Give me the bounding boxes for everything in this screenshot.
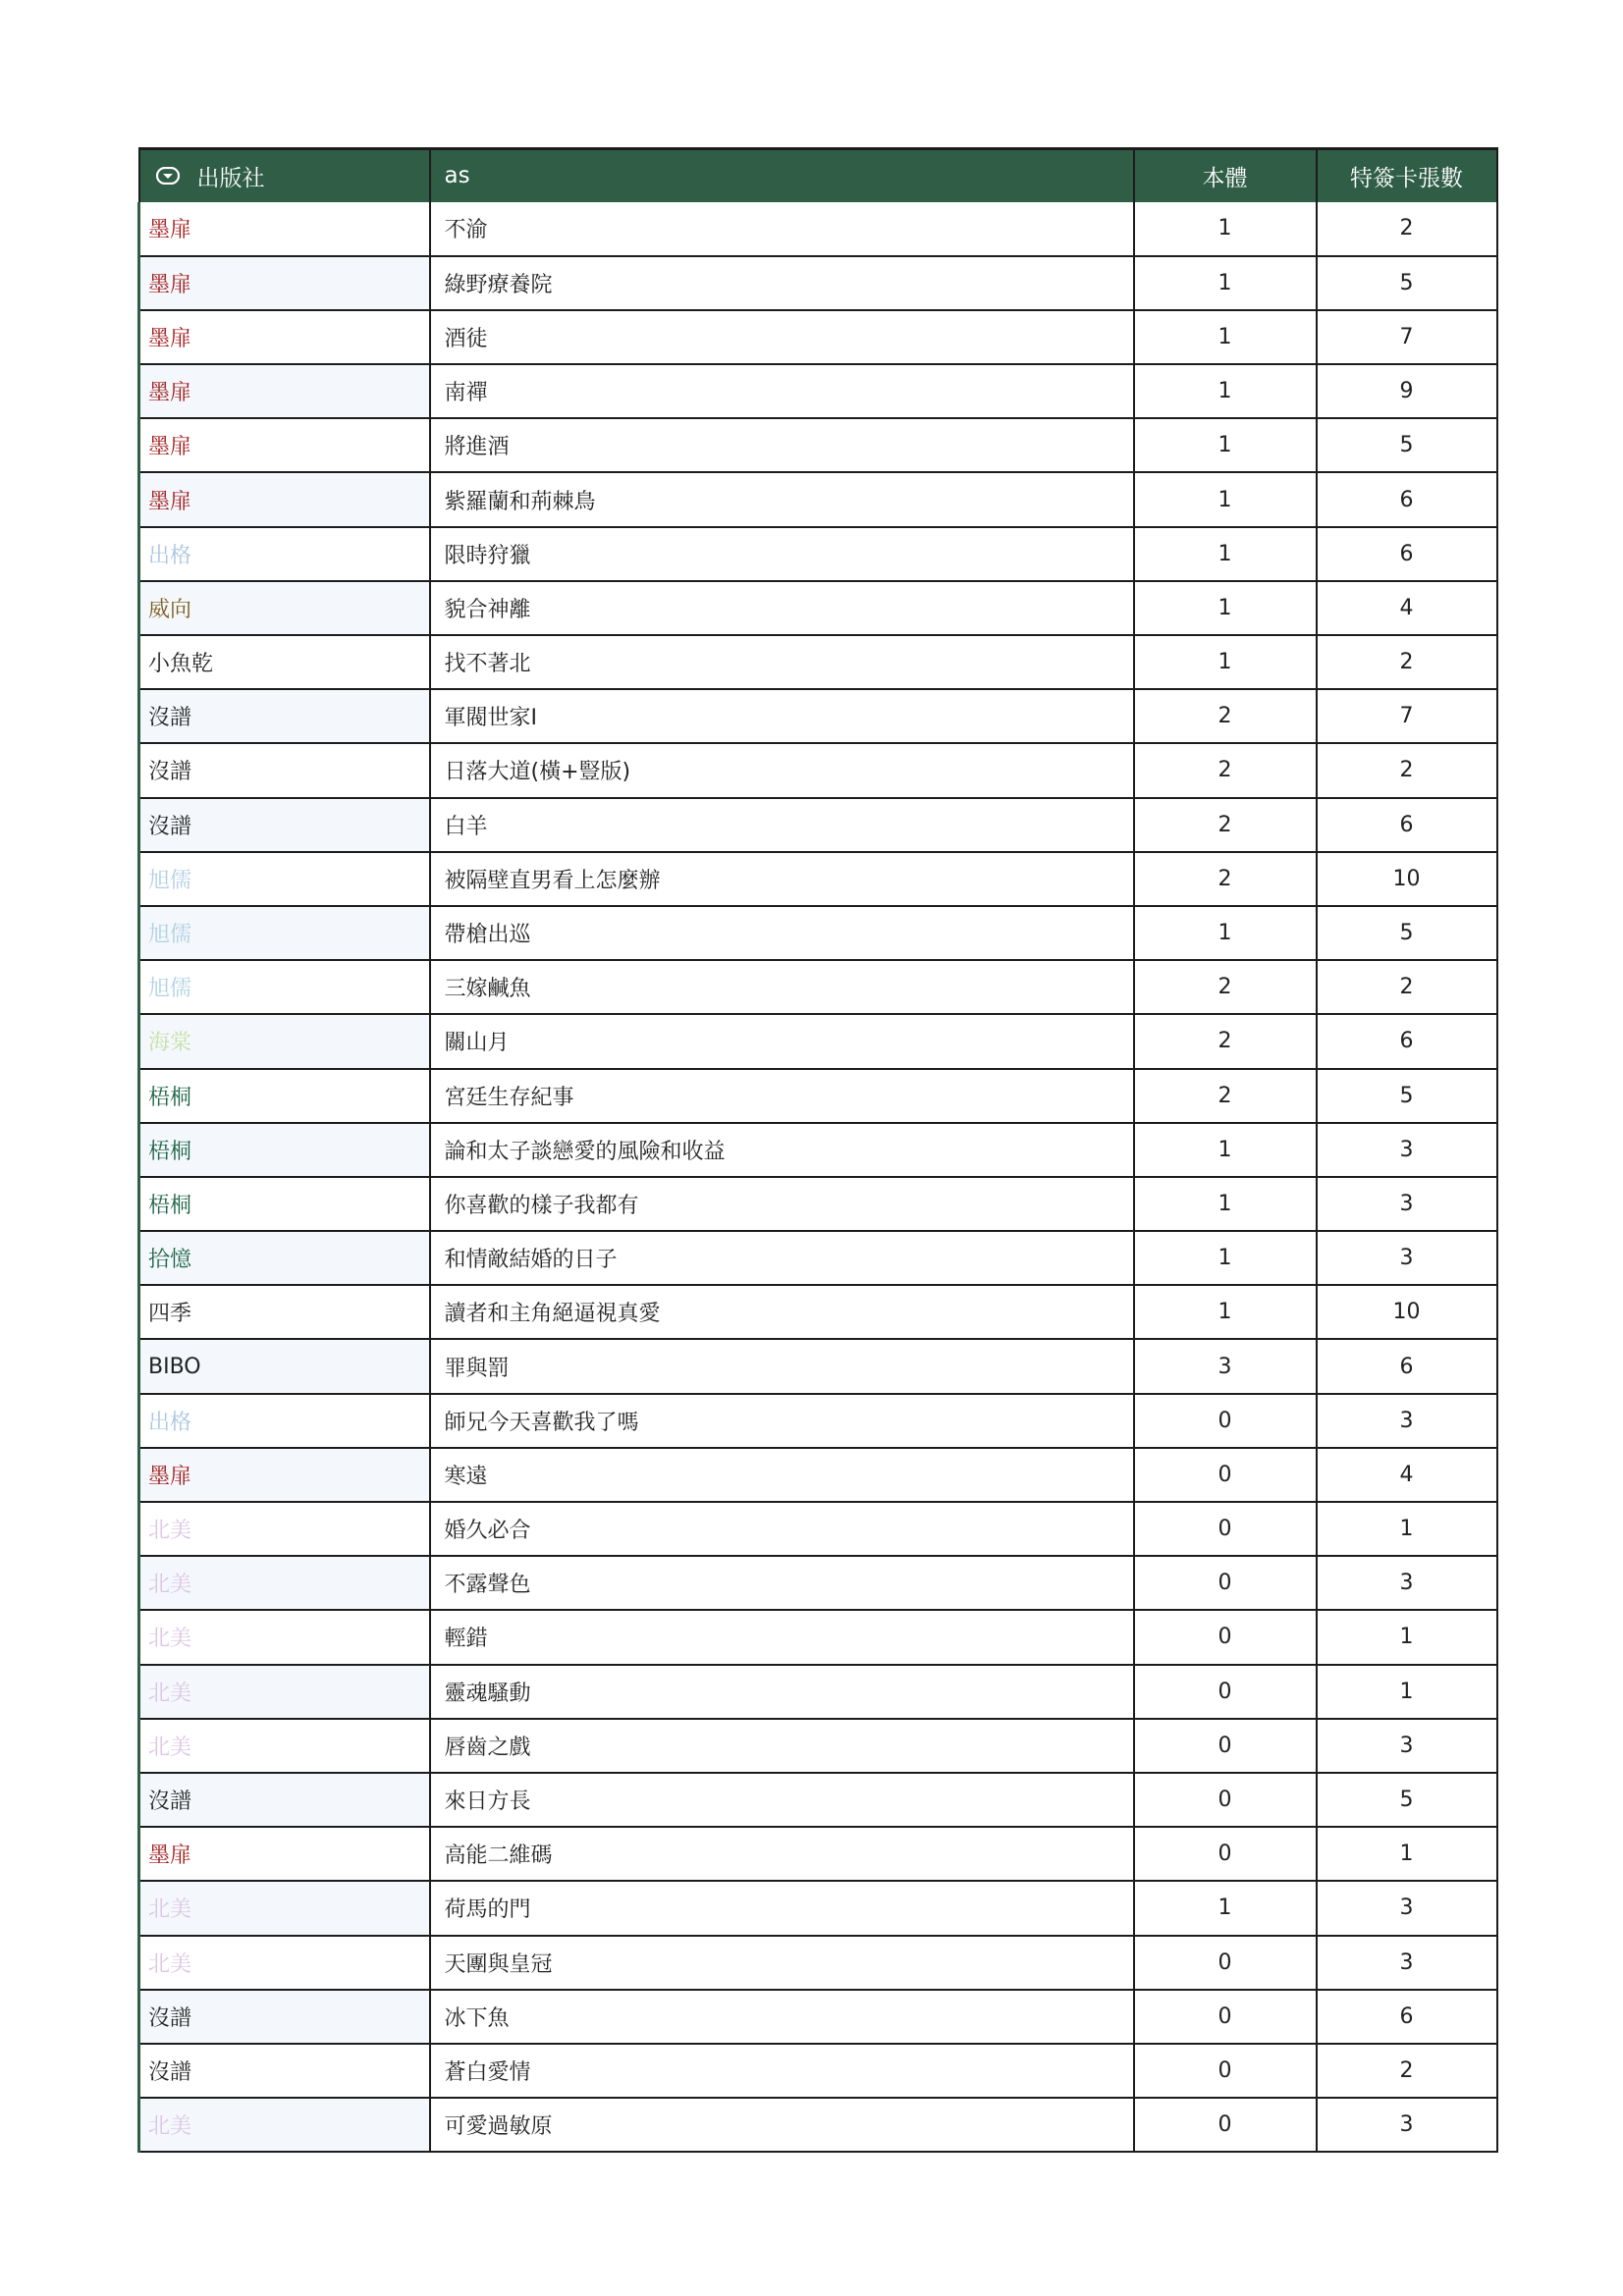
body-count-cell[interactable]: 0 — [1134, 2098, 1317, 2152]
publisher-cell[interactable]: BIBO — [139, 1339, 430, 1393]
publisher-cell[interactable]: 海棠 — [139, 1014, 430, 1068]
table-row — [139, 906, 1497, 960]
card-count-cell[interactable]: 6 — [1317, 1339, 1497, 1393]
body-count-cell[interactable]: 2 — [1134, 960, 1317, 1014]
table-body — [139, 202, 1497, 2153]
table-row — [139, 743, 1497, 797]
table-row — [139, 635, 1497, 689]
table-row — [139, 1339, 1497, 1393]
publisher-cell[interactable]: 北美 — [139, 2098, 430, 2152]
table-row — [139, 1773, 1497, 1827]
table-row — [139, 202, 1497, 256]
body-count-cell[interactable]: 1 — [1134, 202, 1317, 256]
card-count-cell[interactable]: 2 — [1317, 960, 1497, 1014]
card-count-cell[interactable]: 7 — [1317, 310, 1497, 364]
title-cell[interactable]: 天團與皇冠 — [430, 1936, 1134, 1990]
table-row — [139, 1394, 1497, 1448]
card-count-cell[interactable]: 5 — [1317, 256, 1497, 310]
title-cell[interactable]: 貌合神離 — [430, 581, 1134, 635]
card-count-cell[interactable]: 6 — [1317, 798, 1497, 852]
body-count-cell[interactable]: 1 — [1134, 581, 1317, 635]
body-count-cell[interactable]: 1 — [1134, 906, 1317, 960]
card-count-cell[interactable]: 9 — [1317, 364, 1497, 418]
card-count-cell[interactable]: 6 — [1317, 1990, 1497, 2044]
title-cell[interactable]: 冰下魚 — [430, 1990, 1134, 2044]
body-count-cell[interactable]: 0 — [1134, 1502, 1317, 1556]
body-count-cell[interactable]: 0 — [1134, 1990, 1317, 2044]
body-count-cell[interactable]: 2 — [1134, 798, 1317, 852]
table-row — [139, 689, 1497, 743]
card-count-cell[interactable]: 4 — [1317, 1448, 1497, 1502]
table-row — [139, 1069, 1497, 1123]
table-row — [139, 1936, 1497, 1990]
title-cell[interactable]: 靈魂騷動 — [430, 1665, 1134, 1719]
title-cell[interactable]: 酒徒 — [430, 310, 1134, 364]
title-cell[interactable]: 帶槍出巡 — [430, 906, 1134, 960]
card-count-cell[interactable]: 2 — [1317, 2044, 1497, 2098]
body-count-cell[interactable]: 0 — [1134, 1556, 1317, 1610]
header-card-count[interactable]: 特簽卡張數 — [1317, 149, 1497, 202]
table-row — [139, 960, 1497, 1014]
publisher-cell[interactable]: 墨扉 — [139, 1827, 430, 1881]
body-count-cell[interactable]: 1 — [1134, 1285, 1317, 1339]
publisher-cell[interactable]: 墨扉 — [139, 418, 430, 472]
table-row — [139, 1610, 1497, 1664]
body-count-cell[interactable]: 2 — [1134, 743, 1317, 797]
table-row — [139, 2098, 1497, 2152]
title-cell[interactable]: 關山月 — [430, 1014, 1134, 1068]
title-cell[interactable]: 荷馬的門 — [430, 1881, 1134, 1935]
card-count-cell[interactable]: 5 — [1317, 906, 1497, 960]
table-row — [139, 2044, 1497, 2098]
card-count-cell[interactable]: 1 — [1317, 1827, 1497, 1881]
publisher-cell[interactable]: 北美 — [139, 1936, 430, 1990]
publisher-cell[interactable]: 旭儒 — [139, 852, 430, 906]
body-count-cell[interactable]: 0 — [1134, 1719, 1317, 1773]
card-count-cell[interactable]: 4 — [1317, 581, 1497, 635]
body-count-cell[interactable]: 1 — [1134, 364, 1317, 418]
table-row — [139, 1177, 1497, 1231]
body-count-cell[interactable]: 0 — [1134, 2044, 1317, 2098]
publisher-cell[interactable]: 沒譜 — [139, 1773, 430, 1827]
publisher-cell[interactable]: 墨扉 — [139, 364, 430, 418]
publisher-cell[interactable]: 北美 — [139, 1556, 430, 1610]
card-count-cell[interactable]: 6 — [1317, 527, 1497, 581]
card-count-cell[interactable]: 5 — [1317, 1069, 1497, 1123]
body-count-cell[interactable]: 0 — [1134, 1610, 1317, 1664]
title-cell[interactable]: 你喜歡的樣子我都有 — [430, 1177, 1134, 1231]
header-publisher-label: 出版社 — [196, 165, 265, 191]
table-row — [139, 852, 1497, 906]
body-count-cell[interactable]: 1 — [1134, 527, 1317, 581]
publisher-cell[interactable]: 四季 — [139, 1285, 430, 1339]
title-cell[interactable]: 軍閥世家I — [430, 689, 1134, 743]
body-count-cell[interactable]: 3 — [1134, 1339, 1317, 1393]
body-count-cell[interactable]: 0 — [1134, 1665, 1317, 1719]
publisher-cell[interactable]: 出格 — [139, 1394, 430, 1448]
title-cell[interactable]: 紫羅蘭和荊棘鳥 — [430, 472, 1134, 526]
title-cell[interactable]: 白羊 — [430, 798, 1134, 852]
table-row — [139, 1285, 1497, 1339]
publisher-cell[interactable]: 梧桐 — [139, 1123, 430, 1177]
title-cell[interactable]: 限時狩獵 — [430, 527, 1134, 581]
card-count-cell[interactable]: 1 — [1317, 1665, 1497, 1719]
table-row — [139, 1448, 1497, 1502]
card-count-cell[interactable]: 2 — [1317, 743, 1497, 797]
card-count-cell[interactable]: 3 — [1317, 1719, 1497, 1773]
card-count-cell[interactable]: 7 — [1317, 689, 1497, 743]
card-count-cell[interactable]: 1 — [1317, 1610, 1497, 1664]
publisher-cell[interactable]: 梧桐 — [139, 1177, 430, 1231]
body-count-cell[interactable]: 1 — [1134, 1177, 1317, 1231]
publisher-cell[interactable]: 沒譜 — [139, 1990, 430, 2044]
publisher-cell[interactable]: 小魚乾 — [139, 635, 430, 689]
body-count-cell[interactable]: 1 — [1134, 1231, 1317, 1285]
publisher-cell[interactable]: 沒譜 — [139, 798, 430, 852]
publisher-table — [137, 147, 1498, 2153]
card-count-cell[interactable]: 3 — [1317, 1231, 1497, 1285]
title-cell[interactable]: 蒼白愛情 — [430, 2044, 1134, 2098]
table-row — [139, 310, 1497, 364]
title-cell[interactable]: 唇齒之戲 — [430, 1719, 1134, 1773]
spreadsheet-page — [137, 147, 1495, 2153]
publisher-cell[interactable]: 北美 — [139, 1665, 430, 1719]
title-cell[interactable]: 找不著北 — [430, 635, 1134, 689]
title-cell[interactable]: 罪與罰 — [430, 1339, 1134, 1393]
publisher-cell[interactable]: 拾憶 — [139, 1231, 430, 1285]
publisher-cell[interactable]: 北美 — [139, 1502, 430, 1556]
title-cell[interactable]: 不渝 — [430, 202, 1134, 256]
body-count-cell[interactable]: 0 — [1134, 1394, 1317, 1448]
publisher-cell[interactable]: 沒譜 — [139, 2044, 430, 2098]
body-count-cell[interactable]: 1 — [1134, 635, 1317, 689]
card-count-cell[interactable]: 10 — [1317, 852, 1497, 906]
card-count-cell[interactable]: 2 — [1317, 635, 1497, 689]
title-cell[interactable]: 日落大道(橫+豎版) — [430, 743, 1134, 797]
body-count-cell[interactable]: 1 — [1134, 256, 1317, 310]
header-publisher[interactable] — [139, 149, 430, 202]
publisher-cell[interactable]: 威向 — [139, 581, 430, 635]
card-count-cell[interactable]: 10 — [1317, 1285, 1497, 1339]
card-count-cell[interactable]: 6 — [1317, 472, 1497, 526]
card-count-cell[interactable]: 5 — [1317, 418, 1497, 472]
body-count-cell[interactable]: 0 — [1134, 1827, 1317, 1881]
table-row — [139, 256, 1497, 310]
title-cell[interactable]: 輕錯 — [430, 1610, 1134, 1664]
title-cell[interactable]: 將進酒 — [430, 418, 1134, 472]
table-row — [139, 1719, 1497, 1773]
title-cell[interactable]: 婚久必合 — [430, 1502, 1134, 1556]
card-count-cell[interactable]: 3 — [1317, 1123, 1497, 1177]
header-row — [139, 149, 1497, 202]
filter-dropdown-icon[interactable] — [156, 167, 180, 185]
card-count-cell[interactable]: 3 — [1317, 1177, 1497, 1231]
table-row — [139, 581, 1497, 635]
publisher-cell[interactable]: 北美 — [139, 1881, 430, 1935]
body-count-cell[interactable]: 2 — [1134, 1069, 1317, 1123]
table-row — [139, 364, 1497, 418]
body-count-cell[interactable]: 1 — [1134, 1881, 1317, 1935]
table-row — [139, 1502, 1497, 1556]
table-row — [139, 472, 1497, 526]
publisher-cell[interactable]: 旭儒 — [139, 906, 430, 960]
title-cell[interactable]: 師兄今天喜歡我了嗎 — [430, 1394, 1134, 1448]
table-row — [139, 798, 1497, 852]
title-cell[interactable]: 被隔壁直男看上怎麼辦 — [430, 852, 1134, 906]
table-row — [139, 1881, 1497, 1935]
publisher-cell[interactable]: 梧桐 — [139, 1069, 430, 1123]
title-cell[interactable]: 寒遠 — [430, 1448, 1134, 1502]
publisher-cell[interactable]: 沒譜 — [139, 743, 430, 797]
publisher-cell[interactable]: 北美 — [139, 1610, 430, 1664]
publisher-cell[interactable]: 墨扉 — [139, 472, 430, 526]
table-row — [139, 1123, 1497, 1177]
card-count-cell[interactable]: 1 — [1317, 1502, 1497, 1556]
body-count-cell[interactable]: 1 — [1134, 1123, 1317, 1177]
publisher-cell[interactable]: 墨扉 — [139, 202, 430, 256]
card-count-cell[interactable]: 5 — [1317, 1773, 1497, 1827]
publisher-cell[interactable]: 沒譜 — [139, 689, 430, 743]
card-count-cell[interactable]: 3 — [1317, 1556, 1497, 1610]
publisher-cell[interactable]: 墨扉 — [139, 1448, 430, 1502]
publisher-cell[interactable]: 墨扉 — [139, 310, 430, 364]
table-row — [139, 1231, 1497, 1285]
body-count-cell[interactable]: 0 — [1134, 1936, 1317, 1990]
card-count-cell[interactable]: 3 — [1317, 1881, 1497, 1935]
publisher-cell[interactable]: 墨扉 — [139, 256, 430, 310]
title-cell[interactable]: 綠野療養院 — [430, 256, 1134, 310]
publisher-cell[interactable]: 旭儒 — [139, 960, 430, 1014]
title-cell[interactable]: 和情敵結婚的日子 — [430, 1231, 1134, 1285]
title-cell[interactable]: 來日方長 — [430, 1773, 1134, 1827]
body-count-cell[interactable]: 2 — [1134, 689, 1317, 743]
body-count-cell[interactable]: 0 — [1134, 1448, 1317, 1502]
title-cell[interactable]: 高能二維碼 — [430, 1827, 1134, 1881]
title-cell[interactable]: 讀者和主角絕逼視真愛 — [430, 1285, 1134, 1339]
publisher-cell[interactable]: 出格 — [139, 527, 430, 581]
body-count-cell[interactable]: 1 — [1134, 310, 1317, 364]
title-cell[interactable]: 可愛過敏原 — [430, 2098, 1134, 2152]
header-title[interactable]: as — [430, 149, 1134, 202]
card-count-cell[interactable]: 3 — [1317, 1394, 1497, 1448]
card-count-cell[interactable]: 3 — [1317, 1936, 1497, 1990]
table-row — [139, 1556, 1497, 1610]
body-count-cell[interactable]: 0 — [1134, 1773, 1317, 1827]
table-row — [139, 527, 1497, 581]
title-cell[interactable]: 不露聲色 — [430, 1556, 1134, 1610]
publisher-cell[interactable]: 北美 — [139, 1719, 430, 1773]
title-cell[interactable]: 三嫁鹹魚 — [430, 960, 1134, 1014]
body-count-cell[interactable]: 1 — [1134, 418, 1317, 472]
table-row — [139, 1990, 1497, 2044]
table-row — [139, 1665, 1497, 1719]
body-count-cell[interactable]: 2 — [1134, 852, 1317, 906]
card-count-cell[interactable]: 6 — [1317, 1014, 1497, 1068]
card-count-cell[interactable]: 3 — [1317, 2098, 1497, 2152]
table-row — [139, 1827, 1497, 1881]
title-cell[interactable]: 論和太子談戀愛的風險和收益 — [430, 1123, 1134, 1177]
title-cell[interactable]: 宮廷生存紀事 — [430, 1069, 1134, 1123]
table-row — [139, 1014, 1497, 1068]
card-count-cell[interactable]: 2 — [1317, 202, 1497, 256]
header-body-count[interactable]: 本體 — [1134, 149, 1317, 202]
body-count-cell[interactable]: 1 — [1134, 472, 1317, 526]
table-row — [139, 418, 1497, 472]
title-cell[interactable]: 南禪 — [430, 364, 1134, 418]
body-count-cell[interactable]: 2 — [1134, 1014, 1317, 1068]
